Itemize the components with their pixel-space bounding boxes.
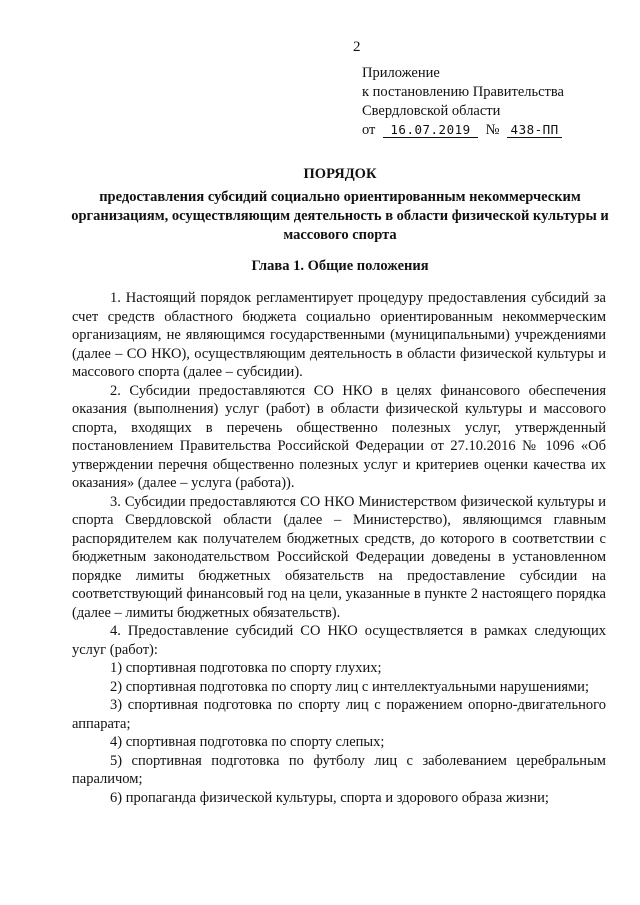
appendix-line-3: Свердловской области	[362, 103, 501, 119]
list-item: 6) пропаганда физической культуры, спорта и здорового образа жизни;	[110, 789, 549, 806]
from-label: от	[362, 122, 376, 138]
appendix-line-1: Приложение	[362, 65, 440, 81]
chapter-heading: Глава 1. Общие положения	[251, 258, 429, 274]
paragraph: 3. Субсидии предоставляются СО НКО Министерством физической культуры и спорта Свердловской области (далее – Министерство), являющимся главным распорядителем как получателем бюджетных средств, до которого в соответствии с бюджетным законодательством Российской Федерации доведены в установленном порядке лимиты бюджетных обязательств на предоставление субсидии на соответствующий финансовый год на цели, указанные в пункте 2 настоящего порядка (далее – лимиты бюджетных обязательств).	[72, 493, 606, 621]
list-item: 3) спортивная подготовка по спорту лиц с поражением опорно-двигательного аппарата;	[72, 697, 606, 732]
resolution-date: 16.07.2019	[383, 123, 478, 138]
page-number: 2	[353, 39, 361, 55]
list-item: 2) спортивная подготовка по спорту лиц с интеллектуальными нарушениями;	[110, 678, 589, 695]
appendix-date-line	[362, 121, 564, 140]
document-body	[72, 289, 606, 807]
number-label: №	[485, 122, 500, 138]
title-main: ПОРЯДОК	[303, 166, 377, 182]
paragraph: 4. Предоставление субсидий СО НКО осуществляется в рамках следующих услуг (работ):	[72, 623, 606, 658]
document-title	[60, 165, 620, 245]
paragraph: 2. Субсидии предоставляются СО НКО в целях финансового обеспечения оказания (выполнения) услуг (работ) в области физической культуры и массового спорта, входящих в перечень общественно полезных услуг, утвержденный постановлением Правительства Российской Федерации от 27.10.2016 № 1096 «Об утверждении перечня общественно полезных услуг и критериев оценки качества их оказания» (далее – услуга (работа)).	[72, 382, 606, 491]
resolution-number: 438-ПП	[507, 123, 562, 138]
appendix-line-2: к постановлению Правительства	[362, 84, 564, 100]
paragraph: 1. Настоящий порядок регламентирует процедуру предоставления субсидий за счет средств областного бюджета социально ориентированным некоммерческим организациям, не являющимся государственными (муниципальными) учреждениями (далее – СО НКО), осуществляющим деятельность в области физической культуры и массового спорта (далее – субсидии).	[72, 290, 606, 380]
title-subtitle: предоставления субсидий социально ориентированным некоммерческим организациям, осуществляющим деятельность в области физической культуры и массового спорта	[71, 189, 609, 243]
appendix-header	[362, 64, 564, 140]
list-item: 5) спортивная подготовка по футболу лиц с заболеванием церебральным параличом;	[72, 752, 606, 787]
list-item: 1) спортивная подготовка по спорту глухих;	[110, 660, 382, 676]
list-item: 4) спортивная подготовка по спорту слепых;	[110, 734, 385, 750]
